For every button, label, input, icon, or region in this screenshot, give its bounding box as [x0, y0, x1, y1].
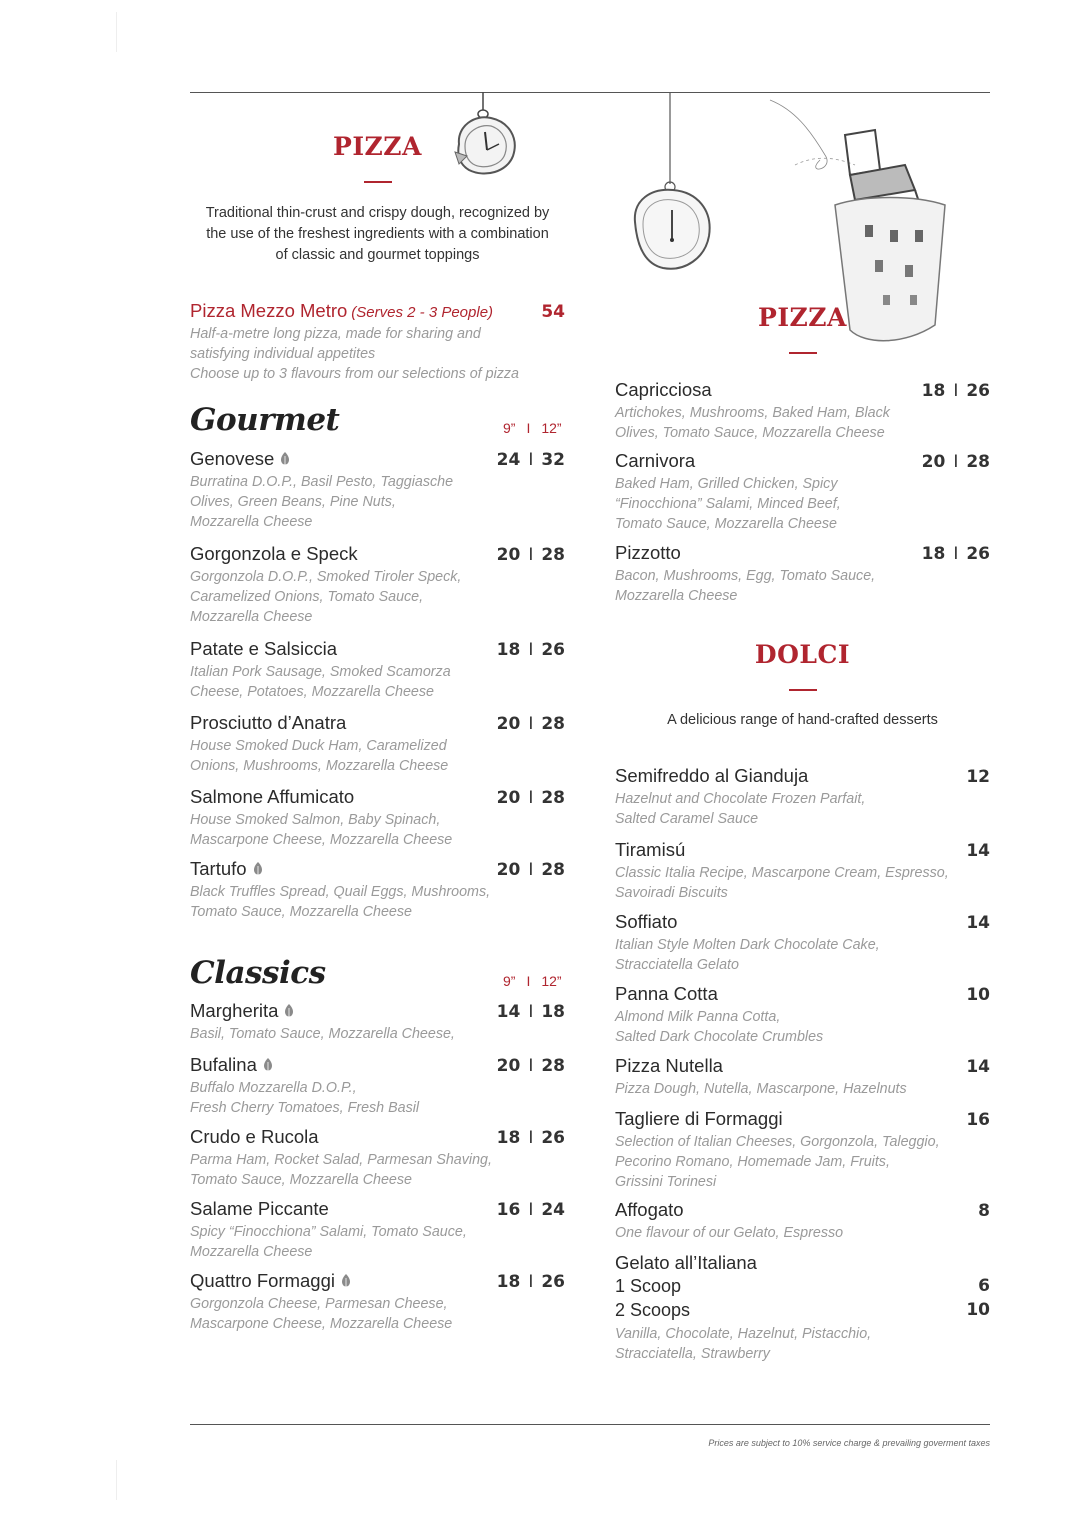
item-price: 20 I 28: [921, 452, 990, 472]
item-name: Tagliere di Formaggi: [615, 1108, 783, 1129]
item-description: One flavour of our Gelato, Espresso: [615, 1225, 844, 1241]
item-name: Gelato all’Italiana: [615, 1252, 757, 1273]
item-price: 20 I 28: [496, 1056, 565, 1076]
item-description: Classic Italia Recipe, Mascarpone Cream, Espresso, Savoiradi Biscuits: [615, 865, 949, 901]
menu-item-pizza-nutella: [615, 1055, 990, 1099]
item-price: 18 I 26: [496, 1272, 565, 1292]
menu-item-pizza-mezzo-metro: [190, 300, 565, 384]
dolci-section-title: DOLCI: [754, 640, 851, 669]
dolci-intro: A delicious range of hand-crafted desserts: [667, 712, 938, 728]
menu-item-gorgonzola-e-speck: [190, 543, 565, 627]
leaf-icon: [253, 862, 263, 876]
menu-item-patate-e-salsiccia: [190, 638, 565, 702]
item-name: Semifreddo al Gianduja: [615, 765, 809, 786]
item-name: Patate e Salsiccia: [190, 638, 338, 659]
item-description: Almond Milk Panna Cotta, Salted Dark Chocolate Crumbles: [615, 1009, 824, 1045]
pizza-intro: Traditional thin-crust and crispy dough, recognized by the use of the freshest ingredients with a combination of classic and gourmet toppings: [205, 205, 550, 263]
item-name: Gorgonzola e Speck: [190, 543, 358, 564]
menu-item-salmone-affumicato: [190, 786, 565, 850]
menu-item-tagliere-di-formaggi: [615, 1108, 990, 1192]
item-description: Spicy “Finocchiona” Salami, Tomato Sauce, Mozzarella Cheese: [190, 1224, 467, 1260]
item-description: Selection of Italian Cheeses, Gorgonzola, Taleggio, Pecorino Romano, Homemade Jam, Fruits, Grissini Torinesi: [615, 1134, 940, 1190]
item-description: House Smoked Duck Ham, Caramelized Onions, Mushrooms, Mozzarella Cheese: [190, 738, 449, 774]
item-description: Basil, Tomato Sauce, Mozzarella Cheese,: [190, 1026, 455, 1042]
title-dash: [789, 352, 817, 354]
item-price: 16: [966, 1110, 990, 1130]
item-description: Artichokes, Mushrooms, Baked Ham, Black Olives, Tomato Sauce, Mozzarella Cheese: [615, 405, 890, 441]
gourmet-heading: Gourmet: [190, 402, 340, 438]
item-name: Capricciosa: [615, 379, 712, 400]
item-price: 18 I 26: [921, 381, 990, 401]
item-price: 20 I 28: [496, 545, 565, 565]
item-description: Half-a-metre long pizza, made for sharing and satisfying individual appetites Choose up to 3 flavours from our selections of pizza: [190, 326, 519, 382]
item-name: Margherita: [190, 1000, 279, 1021]
item-price: 18 I 26: [496, 1128, 565, 1148]
item-description: Buffalo Mozzarella D.O.P., Fresh Cherry Tomatoes, Fresh Basil: [190, 1080, 420, 1116]
menu-item-soffiato: [615, 911, 990, 975]
menu-item-prosciutto-d-anatra: [190, 712, 565, 776]
page-edge-mark: [116, 1460, 117, 1500]
item-name: Pizza Nutella: [615, 1055, 723, 1076]
item-description: Italian Pork Sausage, Smoked Scamorza Cheese, Potatoes, Mozzarella Cheese: [190, 664, 451, 700]
item-description: Bacon, Mushrooms, Egg, Tomato Sauce, Mozzarella Cheese: [615, 568, 876, 604]
leaf-icon: [280, 452, 290, 466]
item-name: Salame Piccante: [190, 1198, 329, 1219]
item-price: 14: [966, 913, 990, 933]
item-price: 18 I 26: [921, 544, 990, 564]
gelato-option: 1 Scoop 6: [615, 1276, 990, 1296]
item-price: 8: [978, 1201, 990, 1221]
item-description: Black Truffles Spread, Quail Eggs, Mushrooms, Tomato Sauce, Mozzarella Cheese: [190, 884, 491, 920]
menu-item-capricciosa: [615, 379, 990, 443]
menu-item-semifreddo-al-gianduja: [615, 765, 990, 829]
item-price: 14: [966, 1057, 990, 1077]
top-rule: [190, 92, 990, 93]
item-price: 54: [541, 302, 565, 322]
menu-item-margherita: [190, 1000, 565, 1044]
pizza-section-title: PIZZA: [333, 132, 422, 161]
title-dash: [789, 689, 817, 691]
item-price: 12: [966, 767, 990, 787]
item-name: Soffiato: [615, 911, 678, 932]
menu-item-panna-cotta: [615, 983, 990, 1047]
item-name: Pizza Mezzo Metro: [190, 300, 348, 321]
item-name: Tiramisú: [615, 839, 686, 860]
menu-item-tartufo: [190, 858, 565, 922]
menu-item-genovese: [190, 448, 565, 532]
item-name: Pizzotto: [615, 542, 681, 563]
item-price: 16 I 24: [496, 1200, 565, 1220]
item-name: Affogato: [615, 1199, 684, 1220]
item-price: 24 I 32: [496, 450, 565, 470]
menu-item-pizzotto: [615, 542, 990, 606]
item-description: Baked Ham, Grilled Chicken, Spicy “Finocchiona” Salami, Minced Beef, Tomato Sauce, Mozzarella Cheese: [615, 476, 841, 532]
menu-item-quattro-formaggi: [190, 1270, 565, 1334]
item-price: 14 I 18: [496, 1002, 565, 1022]
item-description: Gorgonzola Cheese, Parmesan Cheese, Mascarpone Cheese, Mozzarella Cheese: [190, 1296, 453, 1332]
item-name: Genovese: [190, 448, 275, 469]
menu-item-bufalina: [190, 1054, 565, 1118]
size-header: 9” I 12”: [503, 420, 562, 436]
menu-item-salame-piccante: [190, 1198, 565, 1262]
pizza-section-title: PIZZA: [758, 303, 847, 332]
item-name: Bufalina: [190, 1054, 257, 1075]
size-header: 9” I 12”: [503, 973, 562, 989]
item-name: Quattro Formaggi: [190, 1270, 335, 1291]
item-description: Pizza Dough, Nutella, Mascarpone, Hazelnuts: [615, 1081, 907, 1097]
leaf-icon: [263, 1058, 273, 1072]
price-footnote: Prices are subject to 10% service charge & prevailing goverment taxes: [708, 1438, 990, 1448]
hanging-clock-sketch-icon: [625, 92, 720, 282]
menu-item-gelato: [615, 1252, 990, 1364]
gelato-option: 2 Scoops 10: [615, 1300, 990, 1320]
item-description: Parma Ham, Rocket Salad, Parmesan Shaving, Tomato Sauce, Mozzarella Cheese: [190, 1152, 492, 1188]
item-price: 20 I 28: [496, 788, 565, 808]
item-description: Burratina D.O.P., Basil Pesto, Taggiasche Olives, Green Beans, Pine Nuts, Mozzarella Cheese: [190, 474, 454, 530]
item-name: Tartufo: [190, 858, 247, 879]
item-description: Hazelnut and Chocolate Frozen Parfait, Salted Caramel Sauce: [615, 791, 866, 827]
item-name: Salmone Affumicato: [190, 786, 355, 807]
menu-item-affogato: [615, 1199, 990, 1243]
menu-item-carnivora: [615, 450, 990, 534]
item-description: Gorgonzola D.O.P., Smoked Tiroler Speck, Caramelized Onions, Tomato Sauce, Mozzarella Cheese: [190, 569, 462, 625]
item-price: 20 I 28: [496, 860, 565, 880]
item-description: Italian Style Molten Dark Chocolate Cake, Stracciatella Gelato: [615, 937, 880, 973]
classics-heading: Classics: [190, 955, 326, 991]
item-price: 18 I 26: [496, 640, 565, 660]
leaf-icon: [341, 1274, 351, 1288]
item-description: House Smoked Salmon, Baby Spinach, Mascarpone Cheese, Mozzarella Cheese: [190, 812, 453, 848]
item-price: 10: [966, 985, 990, 1005]
item-description: Vanilla, Chocolate, Hazelnut, Pistacchio, Stracciatella, Strawberry: [615, 1326, 872, 1362]
item-name: Prosciutto d’Anatra: [190, 712, 347, 733]
serves-note: (Serves 2 - 3 People): [351, 304, 494, 321]
item-name: Carnivora: [615, 450, 696, 471]
bottom-rule: [190, 1424, 990, 1425]
item-name: Panna Cotta: [615, 983, 718, 1004]
page-edge-mark: [116, 12, 117, 52]
item-price: 20 I 28: [496, 714, 565, 734]
menu-item-crudo-e-rucola: [190, 1126, 565, 1190]
menu-item-tiramis-: [615, 839, 990, 903]
leaf-icon: [284, 1004, 294, 1018]
item-name: Crudo e Rucola: [190, 1126, 319, 1147]
item-price: 14: [966, 841, 990, 861]
title-dash: [364, 181, 392, 183]
